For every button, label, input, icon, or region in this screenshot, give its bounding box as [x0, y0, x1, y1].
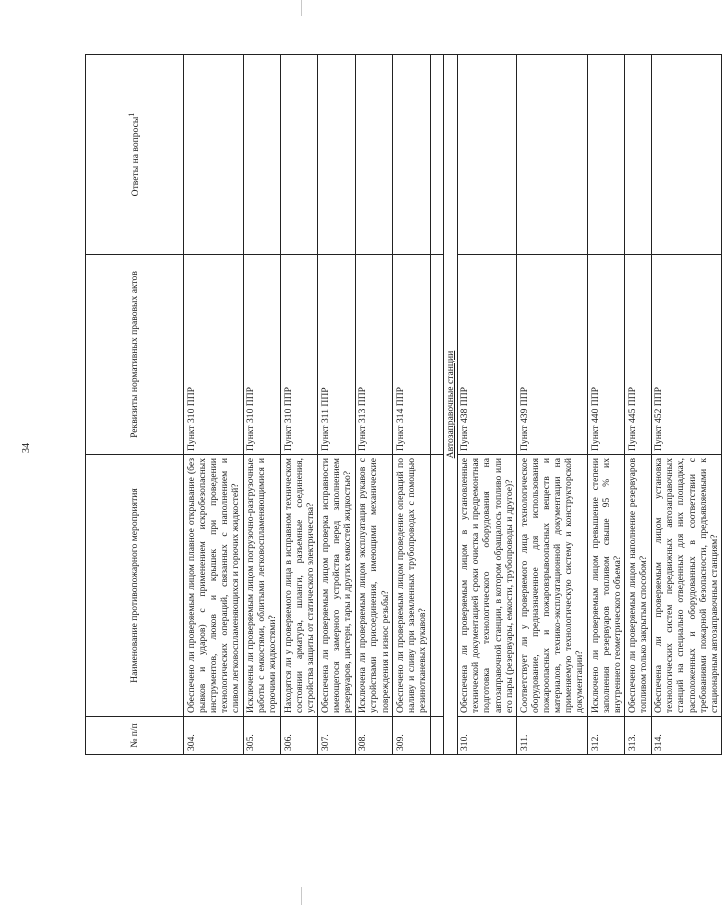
table-row	[281, 55, 318, 755]
page-number: 34	[21, 443, 32, 453]
table-row	[517, 55, 588, 755]
table-row	[393, 55, 430, 755]
header-answers	[86, 55, 184, 255]
row-measure: Исключены ли проверяемым лицом погрузочно-разгрузочные работы с емкостями, облитыми легковоспламеняющимися и горючими жидкостями?	[243, 455, 280, 717]
row-reference: Пункт 438 ППР	[457, 255, 517, 455]
scan-margin-mark	[301, 0, 302, 16]
row-reference: Пункт 314 ППР	[393, 255, 430, 455]
row-number: 310.	[457, 717, 517, 755]
row-answer-cell	[318, 55, 355, 255]
row-number: 314.	[651, 717, 722, 755]
row-measure: Обеспечена ли проверяемым лицом установка технологических систем передвижных автозаправочных станций на специально отведенных для них площадках, расположенных и оборудованных в соответствии с требованиями пожарной безопасности, предъявляемыми к стационарным автозаправочным станциям?	[651, 455, 722, 717]
row-reference: Пункт 310 ППР	[281, 255, 318, 455]
header-num: № п/п	[86, 717, 184, 755]
row-reference: Пункт 311 ППР	[318, 255, 355, 455]
row-number: 304.	[184, 717, 244, 755]
row-answer-cell	[184, 55, 244, 255]
row-answer-cell	[243, 55, 280, 255]
row-answer-cell	[517, 55, 588, 255]
row-reference: Пункт 440 ППР	[588, 255, 625, 455]
table-row	[184, 55, 244, 755]
row-answer-cell	[588, 55, 625, 255]
empty-cell	[430, 717, 443, 755]
table-row	[243, 55, 280, 755]
row-number: 312.	[588, 717, 625, 755]
row-answer-cell	[651, 55, 722, 255]
row-reference: Пункт 445 ППР	[625, 255, 651, 455]
row-number: 305.	[243, 717, 280, 755]
row-measure: Обеспечено ли проверяемым лицом наполнение резервуаров топливом только закрытым способом?	[625, 455, 651, 717]
scan-margin-mark	[301, 887, 302, 905]
checklist-table-rotated	[85, 55, 720, 755]
table-row	[355, 55, 392, 755]
table-row	[651, 55, 722, 755]
row-answer-cell	[281, 55, 318, 255]
row-measure: Обеспечено ли проверяемым лицом плавное открывание (без рывков и ударов) с применением искробезопасных инструментов, люков и крышек при проведении технологических операций, связанных с наполнением и сливом легковоспламеняющихся и горючих жидкостей?	[184, 455, 244, 717]
row-reference: Пункт 452 ППР	[651, 255, 722, 455]
row-reference: Пункт 310 ППР	[243, 255, 280, 455]
row-number: 313.	[625, 717, 651, 755]
row-measure: Находятся ли у проверяемого лица в исправном техническом состоянии арматура, шланги, разъемные соединения, устройства защиты от статического электричества?	[281, 455, 318, 717]
row-measure: Исключена ли проверяемым лицом эксплуатация рукавов с устройствами присоединения, имеющими механические повреждения и износ резьбы?	[355, 455, 392, 717]
row-measure: Обеспечена ли проверяемым лицом в установленные технической документацией сроки очистка и предремонтная подготовка технологического оборудования на автозаправочной станции, в котором обращалось топливо или его пары (резервуары, емкости, трубопроводы и другое)?	[457, 455, 517, 717]
row-answer-cell	[625, 55, 651, 255]
row-number: 309.	[393, 717, 430, 755]
row-measure: Соответствует ли у проверяемого лица технологическое оборудование, предназначенное для использования пожароопасных и пожаровзрывоопасных веществ и материалов, технико-эксплуатационной документации на применяемую технологическую систему и конструкторской документации?	[517, 455, 588, 717]
header-refs: Реквизиты нормативных правовых актов	[86, 255, 184, 455]
section-row	[443, 55, 457, 755]
row-answer-cell	[355, 55, 392, 255]
row-measure: Обеспечено ли проверяемым лицом проведение операций по наливу и сливу при заземленных трубопроводах с помощью резинотканевых рукавов?	[393, 455, 430, 717]
empty-cell	[430, 455, 443, 717]
empty-cell	[430, 255, 443, 455]
row-number: 308.	[355, 717, 392, 755]
row-measure: Исключено ли проверяемым лицом превышение степени заполнения резервуаров топливом свыше 95 % их внутреннего геометрического объема?	[588, 455, 625, 717]
row-reference: Пункт 310 ППР	[184, 255, 244, 455]
table-row	[318, 55, 355, 755]
empty-row	[430, 55, 443, 755]
row-number: 307.	[318, 717, 355, 755]
row-number: 306.	[281, 717, 318, 755]
table-row	[457, 55, 517, 755]
header-answers-label: Ответы на вопросы	[130, 116, 142, 197]
row-reference: Пункт 439 ППР	[517, 255, 588, 455]
row-measure: Обеспечена ли проверяемым лицом проверка исправности имеющегося замерного устройства перед заполнением резервуаров, цистерн, тары и других емкостей жидкостью?	[318, 455, 355, 717]
empty-cell	[430, 55, 443, 255]
row-number: 311.	[517, 717, 588, 755]
row-answer-cell	[393, 55, 430, 255]
section-cell	[443, 55, 457, 755]
row-answer-cell	[457, 55, 517, 255]
table-row	[588, 55, 625, 755]
footnote-marker: 1	[127, 112, 137, 117]
table-header-row	[86, 55, 184, 755]
checklist-table	[85, 54, 722, 755]
header-name: Наименование противопожарного мероприятия	[86, 455, 184, 717]
section-title: Автозаправочные станции	[444, 350, 456, 459]
row-reference: Пункт 313 ППР	[355, 255, 392, 455]
table-row	[625, 55, 651, 755]
